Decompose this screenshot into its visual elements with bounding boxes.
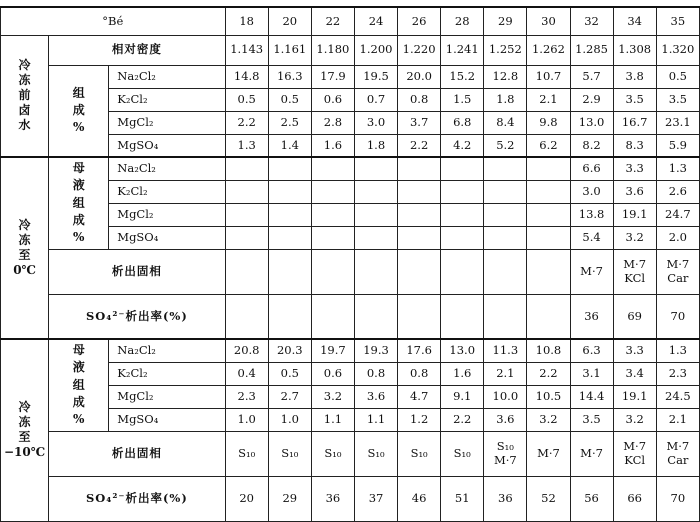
composition-value-cell [527, 226, 570, 249]
solid-phase-text: M·7 [537, 445, 560, 460]
composition-value-cell: 3.1 [570, 362, 613, 385]
solid-phase-text: KCl [624, 270, 646, 285]
composition-value-cell: 10.0 [484, 385, 527, 408]
section-title: −10℃ [3, 445, 46, 460]
composition-value-cell: 3.0 [354, 111, 397, 134]
composition-value-cell: 1.6 [311, 134, 354, 157]
solid-phase-cell [484, 249, 527, 294]
mother-liquor-label: 组 [72, 195, 85, 210]
solid-phase-cell [354, 249, 397, 294]
composition-value-cell: 0.5 [268, 88, 311, 111]
composition-group-cell [49, 65, 109, 157]
density-value-cell: 1.143 [225, 35, 268, 65]
composition-value-cell: 0.8 [354, 362, 397, 385]
composition-value-cell: 1.8 [354, 134, 397, 157]
component-name: Na₂Cl₂ [109, 65, 225, 88]
composition-value-cell [441, 180, 484, 203]
table-row [1, 431, 700, 476]
composition-value-cell: 2.1 [656, 408, 699, 431]
mother-liquor-label: % [73, 412, 85, 427]
composition-value-cell: 4.2 [441, 134, 484, 157]
composition-value-cell: 2.8 [311, 111, 354, 134]
composition-value-cell: 6.3 [570, 339, 613, 362]
composition-value-cell [484, 157, 527, 180]
composition-label: % [73, 120, 85, 135]
section-title: 水 [18, 118, 31, 133]
composition-value-cell: 3.3 [613, 339, 656, 362]
composition-value-cell: 1.5 [441, 88, 484, 111]
composition-value-cell: 1.2 [398, 408, 441, 431]
composition-value-cell: 19.3 [354, 339, 397, 362]
composition-value-cell: 3.7 [398, 111, 441, 134]
solid-phase-text: M·7 [623, 438, 647, 453]
composition-value-cell: 3.0 [570, 180, 613, 203]
composition-value-cell: 2.6 [656, 180, 699, 203]
solid-phase-cell [441, 431, 484, 476]
so4-rate-cell: 37 [354, 476, 397, 521]
component-name: MgSO₄ [109, 134, 225, 157]
composition-value-cell: 0.6 [311, 88, 354, 111]
be-value-cell: 20 [268, 7, 311, 35]
solid-phase-text: M·7 [580, 445, 603, 460]
composition-value-cell [311, 226, 354, 249]
so4-rate-cell: 20 [225, 476, 268, 521]
composition-value-cell [268, 180, 311, 203]
so4-rate-cell: 36 [484, 476, 527, 521]
composition-value-cell [268, 203, 311, 226]
mother-liquor-group-cell [49, 157, 109, 249]
mother-liquor-label: 母 [72, 342, 85, 357]
composition-value-cell: 2.2 [441, 408, 484, 431]
table-row [1, 476, 700, 521]
be-value-cell: 18 [225, 7, 268, 35]
be-value-cell: 26 [398, 7, 441, 35]
composition-value-cell: 2.3 [225, 385, 268, 408]
mother-liquor-label: 成 [72, 212, 85, 227]
component-name: MgCl₂ [109, 111, 225, 134]
composition-value-cell: 5.9 [656, 134, 699, 157]
solid-phase-cell [527, 431, 570, 476]
composition-value-cell: 0.6 [311, 362, 354, 385]
composition-value-cell: 15.2 [441, 65, 484, 88]
so4-rate-cell [268, 294, 311, 339]
composition-value-cell [484, 226, 527, 249]
solid-phase-text: S₁₀ [410, 445, 428, 460]
composition-value-cell [354, 157, 397, 180]
table-row [1, 65, 700, 88]
density-value-cell: 1.161 [268, 35, 311, 65]
composition-value-cell: 0.5 [268, 362, 311, 385]
density-value-cell: 1.241 [441, 35, 484, 65]
brine-freezing-table [0, 6, 700, 522]
composition-value-cell: 16.3 [268, 65, 311, 88]
section-title: 冻 [18, 415, 31, 430]
component-name: K₂Cl₂ [109, 180, 225, 203]
composition-value-cell [441, 226, 484, 249]
section-title-cell [1, 35, 49, 157]
composition-value-cell: 2.5 [268, 111, 311, 134]
composition-value-cell: 1.3 [656, 157, 699, 180]
composition-value-cell: 1.8 [484, 88, 527, 111]
solid-phase-cell [656, 431, 699, 476]
section-title-cell [1, 157, 49, 339]
so4-rate-cell: 36 [311, 476, 354, 521]
composition-value-cell: 19.1 [613, 385, 656, 408]
composition-value-cell [268, 226, 311, 249]
density-label: 相对密度 [49, 35, 226, 65]
composition-value-cell: 0.4 [225, 362, 268, 385]
section-title-cell [1, 339, 49, 521]
solid-phase-cell [225, 431, 268, 476]
mother-liquor-label: 液 [72, 178, 85, 193]
composition-value-cell: 1.1 [354, 408, 397, 431]
composition-value-cell: 0.5 [225, 88, 268, 111]
composition-value-cell: 19.1 [613, 203, 656, 226]
solid-phase-cell [268, 249, 311, 294]
composition-value-cell: 8.2 [570, 134, 613, 157]
composition-value-cell [354, 226, 397, 249]
solid-phase-text: S₁₀ [324, 445, 342, 460]
so4-rate-cell: 46 [398, 476, 441, 521]
so4-rate-cell: 70 [656, 294, 699, 339]
composition-value-cell [268, 157, 311, 180]
solid-phase-cell [484, 431, 527, 476]
composition-value-cell: 3.3 [613, 157, 656, 180]
composition-value-cell: 1.3 [656, 339, 699, 362]
composition-value-cell: 17.9 [311, 65, 354, 88]
density-value-cell: 1.285 [570, 35, 613, 65]
composition-value-cell: 19.5 [354, 65, 397, 88]
composition-value-cell: 3.5 [613, 88, 656, 111]
mother-liquor-label: % [73, 230, 85, 245]
composition-value-cell: 19.7 [311, 339, 354, 362]
be-label: °Bé [1, 7, 226, 35]
composition-value-cell: 24.5 [656, 385, 699, 408]
solid-phase-cell [398, 249, 441, 294]
solid-phase-cell [441, 249, 484, 294]
solid-phase-cell [613, 249, 656, 294]
be-value-cell: 22 [311, 7, 354, 35]
solid-phase-label: 析出固相 [49, 249, 226, 294]
composition-value-cell: 17.6 [398, 339, 441, 362]
so4-rate-cell: 70 [656, 476, 699, 521]
composition-value-cell: 0.5 [656, 65, 699, 88]
composition-value-cell: 3.6 [354, 385, 397, 408]
composition-value-cell: 3.2 [613, 226, 656, 249]
solid-phase-cell [527, 249, 570, 294]
solid-phase-text: M·7 [666, 438, 690, 453]
table-row [1, 294, 700, 339]
solid-phase-text: KCl [624, 452, 646, 467]
solid-phase-text: Car [667, 270, 689, 285]
composition-value-cell: 3.6 [484, 408, 527, 431]
component-name: MgCl₂ [109, 203, 225, 226]
component-name: MgCl₂ [109, 385, 225, 408]
composition-value-cell: 3.2 [527, 408, 570, 431]
mother-liquor-group-cell [49, 339, 109, 431]
composition-value-cell [398, 157, 441, 180]
composition-value-cell: 0.7 [354, 88, 397, 111]
density-value-cell: 1.180 [311, 35, 354, 65]
section-title: 至 [18, 430, 31, 445]
composition-value-cell: 2.2 [398, 134, 441, 157]
solid-phase-text: M·7 [623, 256, 647, 271]
composition-value-cell: 2.2 [527, 362, 570, 385]
composition-value-cell: 8.3 [613, 134, 656, 157]
composition-value-cell: 6.6 [570, 157, 613, 180]
be-value-cell: 30 [527, 7, 570, 35]
density-value-cell: 1.220 [398, 35, 441, 65]
so4-rate-cell [527, 294, 570, 339]
be-value-cell: 34 [613, 7, 656, 35]
solid-phase-text: S₁₀ [496, 438, 514, 453]
composition-value-cell [225, 157, 268, 180]
be-value-cell: 29 [484, 7, 527, 35]
composition-value-cell: 4.7 [398, 385, 441, 408]
so4-rate-label: SO₄²⁻析出率(%) [49, 294, 226, 339]
so4-rate-cell [354, 294, 397, 339]
solid-phase-text: Car [667, 452, 689, 467]
component-name: Na₂Cl₂ [109, 157, 225, 180]
composition-value-cell: 10.7 [527, 65, 570, 88]
be-value-cell: 32 [570, 7, 613, 35]
composition-value-cell: 5.2 [484, 134, 527, 157]
component-name: MgSO₄ [109, 408, 225, 431]
section-title: 冻 [18, 73, 31, 88]
composition-value-cell: 3.4 [613, 362, 656, 385]
composition-value-cell: 6.2 [527, 134, 570, 157]
density-value-cell: 1.200 [354, 35, 397, 65]
solid-phase-label: 析出固相 [49, 431, 226, 476]
composition-value-cell: 3.5 [656, 88, 699, 111]
density-value-cell: 1.308 [613, 35, 656, 65]
solid-phase-cell [570, 249, 613, 294]
mother-liquor-label: 液 [72, 360, 85, 375]
composition-value-cell: 3.2 [311, 385, 354, 408]
solid-phase-cell [354, 431, 397, 476]
composition-value-cell [441, 157, 484, 180]
composition-value-cell: 14.8 [225, 65, 268, 88]
solid-phase-cell [225, 249, 268, 294]
mother-liquor-label: 成 [72, 394, 85, 409]
section-title: 0℃ [13, 263, 36, 277]
section-title: 至 [18, 248, 31, 262]
composition-value-cell: 8.4 [484, 111, 527, 134]
composition-value-cell: 1.0 [268, 408, 311, 431]
solid-phase-cell [570, 431, 613, 476]
composition-value-cell [398, 226, 441, 249]
composition-value-cell [398, 180, 441, 203]
component-name: K₂Cl₂ [109, 88, 225, 111]
so4-rate-cell: 66 [613, 476, 656, 521]
composition-value-cell: 2.9 [570, 88, 613, 111]
so4-rate-cell [311, 294, 354, 339]
composition-value-cell: 0.8 [398, 88, 441, 111]
composition-value-cell [527, 180, 570, 203]
table-row [1, 339, 700, 362]
section-title: 冷 [18, 58, 31, 73]
composition-value-cell: 20.0 [398, 65, 441, 88]
component-name: MgSO₄ [109, 226, 225, 249]
composition-value-cell: 20.3 [268, 339, 311, 362]
table-row [1, 7, 700, 35]
composition-value-cell: 3.2 [613, 408, 656, 431]
so4-rate-cell [225, 294, 268, 339]
composition-value-cell: 2.1 [527, 88, 570, 111]
component-name: Na₂Cl₂ [109, 339, 225, 362]
composition-value-cell: 1.4 [268, 134, 311, 157]
so4-rate-cell: 52 [527, 476, 570, 521]
density-value-cell: 1.252 [484, 35, 527, 65]
composition-value-cell [527, 157, 570, 180]
solid-phase-text: S₁₀ [453, 445, 471, 460]
solid-phase-cell [613, 431, 656, 476]
composition-value-cell: 3.6 [613, 180, 656, 203]
composition-value-cell: 23.1 [656, 111, 699, 134]
composition-value-cell: 10.5 [527, 385, 570, 408]
composition-value-cell: 20.8 [225, 339, 268, 362]
composition-value-cell [225, 203, 268, 226]
density-value-cell: 1.320 [656, 35, 699, 65]
solid-phase-text: M·7 [493, 452, 517, 467]
composition-value-cell: 3.5 [570, 408, 613, 431]
solid-phase-text: S₁₀ [281, 445, 299, 460]
composition-value-cell: 10.8 [527, 339, 570, 362]
component-name: K₂Cl₂ [109, 362, 225, 385]
solid-phase-cell [311, 431, 354, 476]
solid-phase-cell [311, 249, 354, 294]
composition-value-cell: 12.8 [484, 65, 527, 88]
be-value-cell: 28 [441, 7, 484, 35]
so4-rate-cell [398, 294, 441, 339]
composition-value-cell [311, 180, 354, 203]
composition-value-cell: 5.7 [570, 65, 613, 88]
composition-value-cell: 3.8 [613, 65, 656, 88]
solid-phase-cell [656, 249, 699, 294]
composition-value-cell: 1.6 [441, 362, 484, 385]
composition-value-cell [354, 180, 397, 203]
composition-value-cell: 2.3 [656, 362, 699, 385]
composition-value-cell: 13.0 [570, 111, 613, 134]
solid-phase-cell [268, 431, 311, 476]
solid-phase-text: M·7 [580, 263, 603, 278]
composition-value-cell: 2.2 [225, 111, 268, 134]
be-value-cell: 35 [656, 7, 699, 35]
solid-phase-text: M·7 [666, 256, 690, 271]
so4-rate-cell [484, 294, 527, 339]
composition-value-cell [225, 180, 268, 203]
composition-value-cell: 6.8 [441, 111, 484, 134]
section-title: 冻 [18, 233, 31, 247]
table-row [1, 249, 700, 294]
composition-value-cell [311, 157, 354, 180]
composition-value-cell: 2.0 [656, 226, 699, 249]
composition-label: 组 [72, 85, 85, 100]
composition-value-cell: 1.1 [311, 408, 354, 431]
so4-rate-cell: 36 [570, 294, 613, 339]
so4-rate-cell: 29 [268, 476, 311, 521]
composition-value-cell [527, 203, 570, 226]
so4-rate-label: SO₄²⁻析出率(%) [49, 476, 226, 521]
composition-value-cell [441, 203, 484, 226]
mother-liquor-label: 母 [72, 160, 85, 175]
table-row [1, 157, 700, 180]
composition-value-cell: 9.8 [527, 111, 570, 134]
be-value-cell: 24 [354, 7, 397, 35]
section-title: 前 [18, 88, 31, 103]
composition-value-cell [484, 180, 527, 203]
section-title: 卤 [18, 103, 31, 118]
composition-label: 成 [72, 103, 85, 118]
composition-value-cell: 14.4 [570, 385, 613, 408]
composition-value-cell: 5.4 [570, 226, 613, 249]
composition-value-cell: 11.3 [484, 339, 527, 362]
composition-value-cell: 1.0 [225, 408, 268, 431]
composition-value-cell [398, 203, 441, 226]
solid-phase-text: S₁₀ [238, 445, 256, 460]
composition-value-cell: 13.8 [570, 203, 613, 226]
table-row [1, 35, 700, 65]
solid-phase-cell [398, 431, 441, 476]
composition-value-cell: 16.7 [613, 111, 656, 134]
composition-value-cell: 2.1 [484, 362, 527, 385]
mother-liquor-label: 组 [72, 377, 85, 392]
composition-value-cell: 9.1 [441, 385, 484, 408]
so4-rate-cell: 69 [613, 294, 656, 339]
composition-value-cell: 2.7 [268, 385, 311, 408]
composition-value-cell [225, 226, 268, 249]
so4-rate-cell [441, 294, 484, 339]
composition-value-cell [311, 203, 354, 226]
composition-value-cell: 1.3 [225, 134, 268, 157]
section-title: 冷 [18, 400, 31, 415]
composition-value-cell [354, 203, 397, 226]
density-value-cell: 1.262 [527, 35, 570, 65]
solid-phase-text: S₁₀ [367, 445, 385, 460]
composition-value-cell [484, 203, 527, 226]
so4-rate-cell: 56 [570, 476, 613, 521]
so4-rate-cell: 51 [441, 476, 484, 521]
composition-value-cell: 24.7 [656, 203, 699, 226]
section-title: 冷 [18, 218, 31, 232]
composition-value-cell: 0.8 [398, 362, 441, 385]
composition-value-cell: 13.0 [441, 339, 484, 362]
